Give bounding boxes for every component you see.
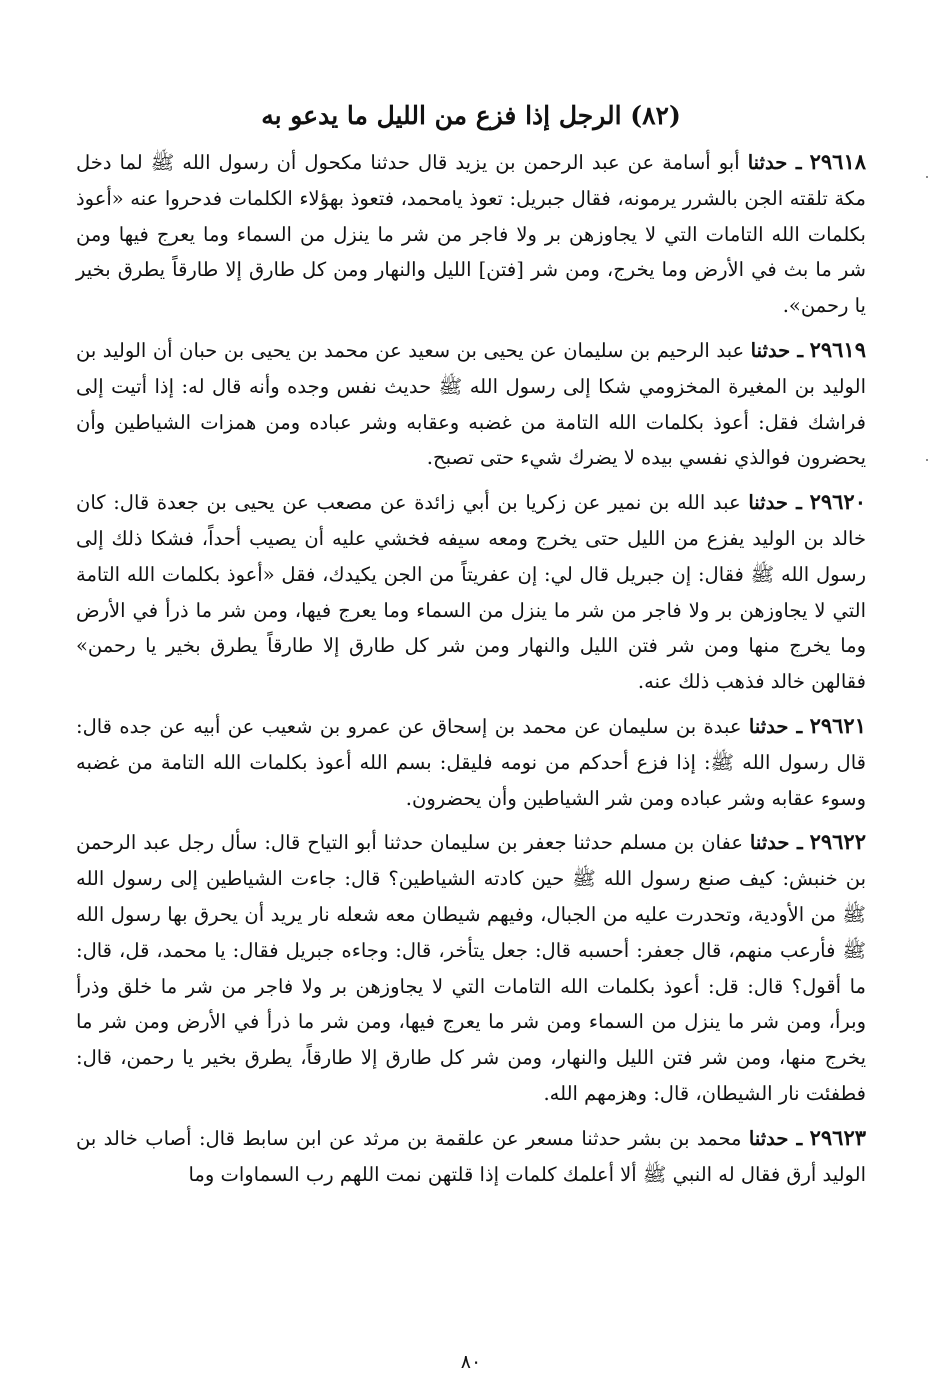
hadith-lead: حدثنا: [748, 491, 788, 515]
hadith-lead: حدثنا: [748, 1126, 789, 1150]
scan-speck: [926, 176, 928, 178]
hadith-text: محمد بن بشر حدثنا مسعر عن علقمة بن مرثد عن ابن سابط قال: أصاب خالد بن الوليد أرق فقال له النبي ﷺ ألا أعلمك كلمات إذا قلتهن نمت اللهم رب السماوات وما: [76, 1126, 866, 1186]
hadith-number: ٢٩٦٢٣: [809, 1124, 867, 1150]
hadith-number: ٢٩٦٢٠: [809, 489, 866, 515]
hadith-29619: ٢٩٦١٩ ـ حدثنا عبد الرحيم بن سليمان عن يحيى بن سعيد عن محمد بن يحيى بن حبان أن الوليد بن الوليد بن المغيرة المخزومي شكا إلى رسول الله ﷺ حديث نفس وجده وأنه قال له: إذا أتيت إلى فراشك فقل: أعوذ بكلمات الله التامة من غضبه وعقابه وشر عباده ومن همزات الشياطين وأن يحضرون فوالذي نفسي بيده لا يضرك شيء حتى تصبح.: [76, 336, 866, 470]
hadith-29621: ٢٩٦٢١ ـ حدثنا عبدة بن سليمان عن محمد بن إسحاق عن عمرو بن شعيب عن أبيه عن جده قال: قال رسول الله ﷺ: إذا فزع أحدكم من نومه فليقل: بسم الله أعوذ بكلمات الله التامة من غضبه وسوء عقابه وشر عباده ومن شر الشياطين وأن يحضرون.: [76, 712, 866, 810]
chapter-title: (٨٢) الرجل إذا فزع من الليل ما يدعو به: [261, 101, 681, 130]
hadith-number: ٢٩٦٢٢: [809, 829, 866, 855]
hadith-lead: حدثنا: [748, 714, 789, 738]
hadith-29620: ٢٩٦٢٠ ـ حدثنا عبد الله بن نمير عن زكريا بن أبي زائدة عن مصعب عن يحيى بن جعدة قال: كان خالد بن الوليد يفزع من الليل حتى يخرج ومعه سيفه فخشي عليه أن يصيب أحداً، فشكا ذلك إلى رسول الله ﷺ فقال: إن جبريل قال لي: إن عفريتاً من الجن يكيدك، فقل «أعوذ بكلمات الله التامة التي لا يجاوزهن بر ولا فاجر من شر ما ينزل من السماء وما يعرج فيها، ومن شر ما ذرأ في الأرض وما يخرج منها ومن شر فتن الليل والنهار ومن شر كل طارق إلا طارقاً يطرق بخير يا رحمن» فقالهن خالد فذهب ذلك عنه.: [76, 489, 866, 694]
hadith-number: ٢٩٦١٨: [809, 149, 867, 174]
hadith-text: عبد الله بن نمير عن زكريا بن أبي زائدة عن مصعب عن يحيى بن جعدة قال: كان خالد بن الوليد يفزع من الليل حتى يخرج ومعه سيفه فخشي عليه أن يصيب أحداً، فشكا ذلك إلى رسول الله ﷺ فقال: إن جبريل قال لي: إن عفريتاً من الجن يكيدك، فقل «أعوذ بكلمات الله التامة التي لا يجاوزهن بر ولا فاجر من شر ما ينزل من السماء وما يعرج فيها، ومن شر ما ذرأ في الأرض وما يخرج منها ومن شر فتن الليل والنهار ومن شر كل طارق إلا طارقاً يطرق بخير يا رحمن» فقالهن خالد فذهب ذلك عنه.: [76, 491, 866, 694]
hadith-text: عفان بن مسلم حدثنا جعفر بن سليمان حدثنا أبو التياح قال: سأل رجل عبد الرحمن بن خنبش: كيف صنع رسول الله ﷺ حين كادته الشياطين؟ قال: جاءت الشياطين إلى رسول الله ﷺ من الأودية، وتحدرت عليه من الجبال، وفيهم شيطان معه شعله نار يريد أن يحرق بها رسول الله ﷺ فأرعب منهم، قال جعفر: أحسبه قال: جعل يتأخر، قال: وجاءه جبريل فقال: يا محمد، قل، قال: ما أقول؟ قال: قل: أعوذ بكلمات الله التامات التي لا يجاوزهن بر ولا فاجر من شر ما خلق وذرأ وبرأ، ومن شر ما ينزل من السماء ومن شر ما يعرج فيها، ومن شر ما ذرأ في الأرض ومن شر ما يخرج منها، ومن شر فتن الليل والنهار، ومن شر كل طارق إلا طارقاً، يطرق بخير يا رحمن، قال: فطفئت نار الشيطان، قال: وهزمهم الله.: [76, 831, 866, 1105]
hadith-number: ٢٩٦٢١: [809, 712, 866, 738]
page-number: ٨٠: [460, 1351, 482, 1373]
hadith-text: أبو أسامة عن عبد الرحمن بن يزيد قال حدثنا مكحول أن رسول الله ﷺ لما دخل مكة تلقته الجن بالشرر يرمونه، فقال جبريل: تعوذ يامحمد، فتعوذ بهؤلاء الكلمات فدحروا عنه «أعوذ بكلمات الله التامات التي لا يجاوزهن بر ولا فاجر من شر ما ينزل من السماء وما يعرج فيها ومن شر ما بث في الأرض وما يخرج، ومن شر [فتن] الليل والنهار ومن كل طارق إلا طارقاً يطرق بخير يا رحمن».: [76, 151, 866, 318]
scan-speck: [926, 459, 928, 461]
hadith-text: عبد الرحيم بن سليمان عن يحيى بن سعيد عن محمد بن يحيى بن حبان أن الوليد بن الوليد بن المغيرة المخزومي شكا إلى رسول الله ﷺ حديث نفس وجده وأنه قال له: إذا أتيت إلى فراشك فقل: أعوذ بكلمات الله التامة من غضبه وعقابه وشر عباده ومن همزات الشياطين وأن يحضرون فوالذي نفسي بيده لا يضرك شيء حتى تصبح.: [76, 338, 866, 470]
hadith-lead: حدثنا: [750, 338, 791, 362]
hadith-lead: حدثنا: [749, 831, 790, 855]
hadith-lead: حدثنا: [747, 151, 788, 174]
document-page: [76, 96, 867, 1373]
hadith-29618: ٢٩٦١٨ ـ حدثنا أبو أسامة عن عبد الرحمن بن يزيد قال حدثنا مكحول أن رسول الله ﷺ لما دخل مكة تلقته الجن بالشرر يرمونه، فقال جبريل: تعوذ يامحمد، فتعوذ بهؤلاء الكلمات فدحروا عنه «أعوذ بكلمات الله التامات التي لا يجاوزهن بر ولا فاجر من شر ما ينزل من السماء وما يعرج فيها ومن شر ما بث في الأرض وما يخرج، ومن شر [فتن] الليل والنهار ومن كل طارق إلا طارقاً يطرق بخير يا رحمن».: [76, 149, 867, 318]
hadith-text: عبدة بن سليمان عن محمد بن إسحاق عن عمرو بن شعيب عن أبيه عن جده قال: قال رسول الله ﷺ: إذا فزع أحدكم من نومه فليقل: بسم الله أعوذ بكلمات الله التامة من غضبه وسوء عقابه وشر عباده ومن شر الشياطين وأن يحضرون.: [76, 714, 866, 810]
hadith-number: ٢٩٦١٩: [809, 336, 866, 362]
hadith-29623: ٢٩٦٢٣ ـ حدثنا محمد بن بشر حدثنا مسعر عن علقمة بن مرثد عن ابن سابط قال: أصاب خالد بن الوليد أرق فقال له النبي ﷺ ألا أعلمك كلمات إذا قلتهن نمت اللهم رب السماوات وما: [76, 1124, 867, 1186]
hadith-29622: ٢٩٦٢٢ ـ حدثنا عفان بن مسلم حدثنا جعفر بن سليمان حدثنا أبو التياح قال: سأل رجل عبد الرحمن بن خنبش: كيف صنع رسول الله ﷺ حين كادته الشياطين؟ قال: جاءت الشياطين إلى رسول الله ﷺ من الأودية، وتحدرت عليه من الجبال، وفيهم شيطان معه شعله نار يريد أن يحرق بها رسول الله ﷺ فأرعب منهم، قال جعفر: أحسبه قال: جعل يتأخر، قال: وجاءه جبريل فقال: يا محمد، قل، قال: ما أقول؟ قال: قل: أعوذ بكلمات الله التامات التي لا يجاوزهن بر ولا فاجر من شر ما خلق وذرأ وبرأ، ومن شر ما ينزل من السماء ومن شر ما يعرج فيها، ومن شر ما ذرأ في الأرض ومن شر ما يخرج منها، ومن شر فتن الليل والنهار، ومن شر كل طارق إلا طارقاً، يطرق بخير يا رحمن، قال: فطفئت نار الشيطان، قال: وهزمهم الله.: [76, 829, 866, 1105]
